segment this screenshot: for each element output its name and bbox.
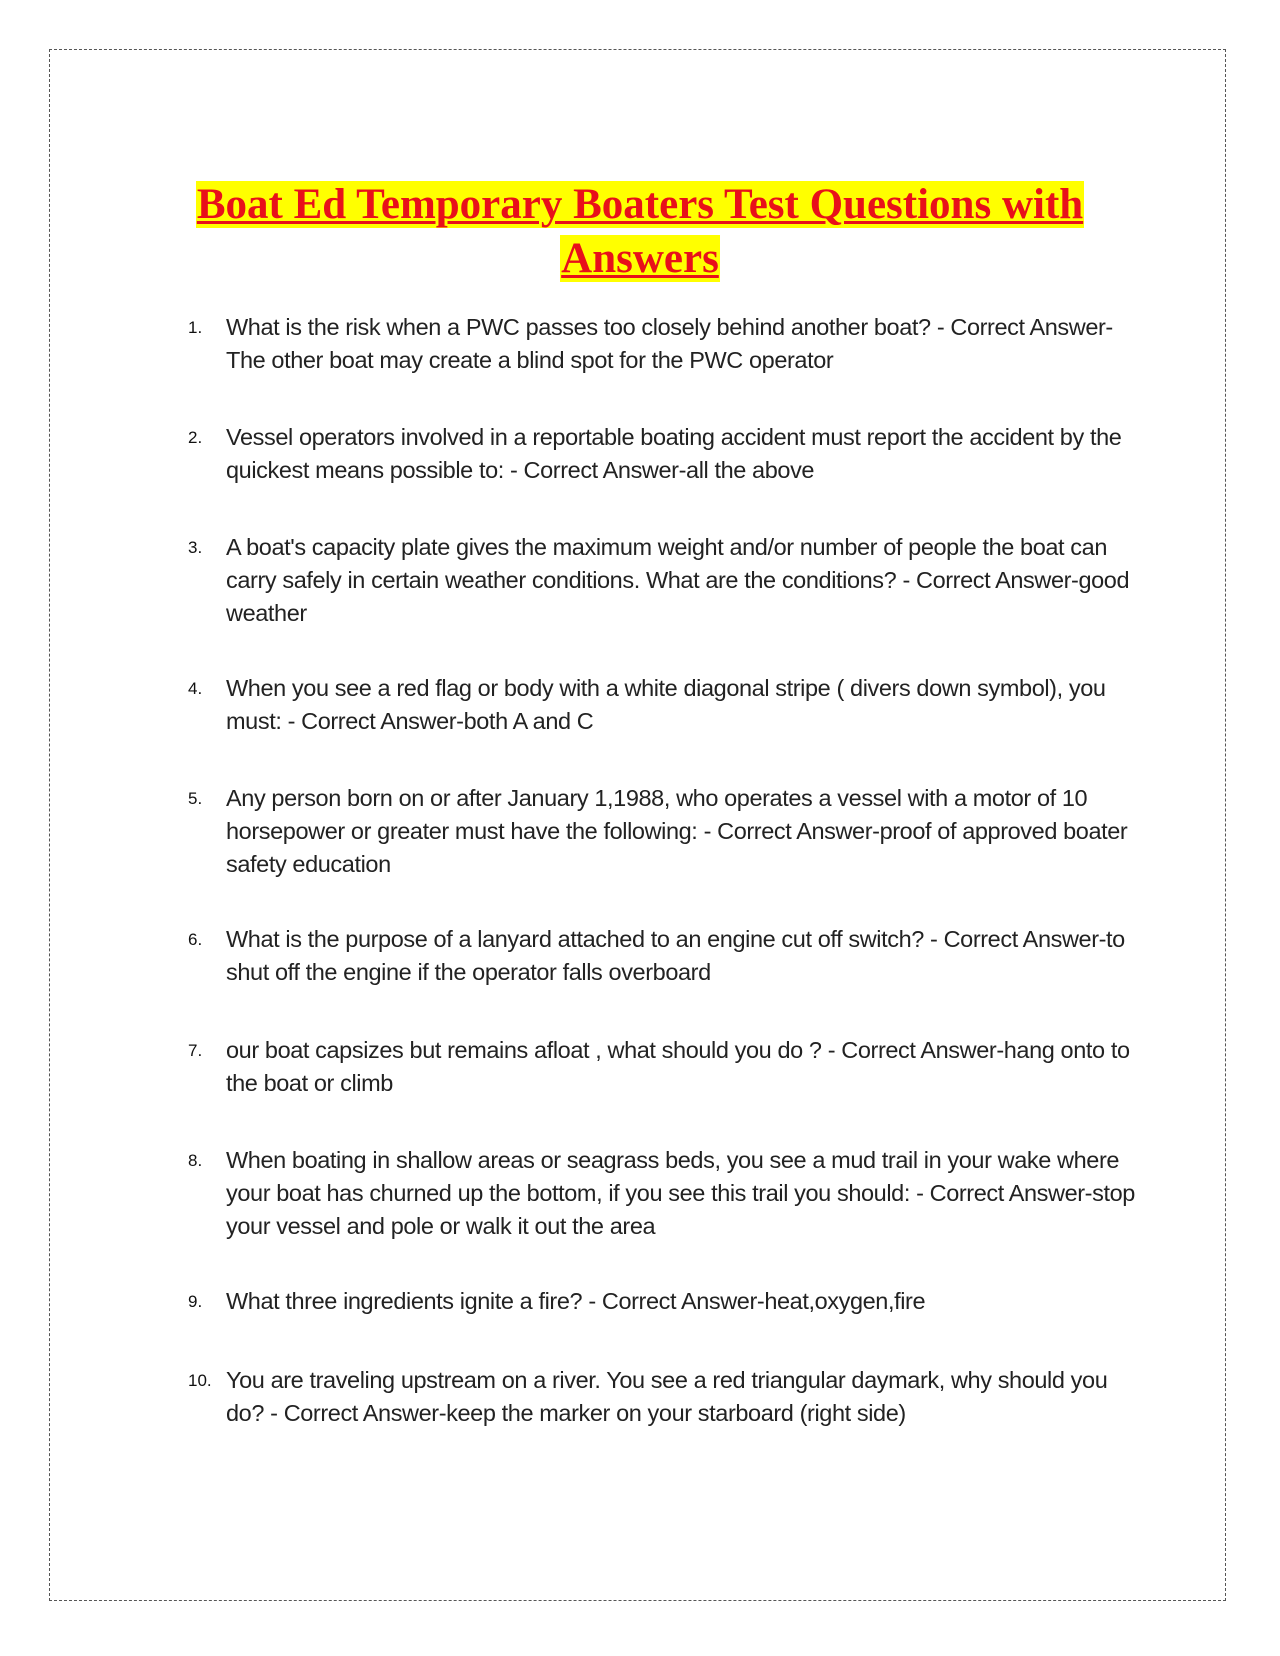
page-title xyxy=(150,178,1130,286)
question-item-3 xyxy=(180,531,1140,630)
question-text: What is the purpose of a lanyard attached to an engine cut off switch? - Correct Answer-to shut off the engine if the operator falls overboard xyxy=(226,926,1125,985)
question-text: Any person born on or after January 1,1988, who operates a vessel with a motor of 10 horsepower or greater must have the following: - Correct Answer-proof of approved boater safety education xyxy=(226,785,1128,877)
question-item-8 xyxy=(180,1144,1140,1243)
question-item-10 xyxy=(180,1364,1140,1430)
question-text: When boating in shallow areas or seagrass beds, you see a mud trail in your wake where your boat has churned up the bottom, if you see this trail you should: - Correct Answer-stop your vessel and pole or walk it out the area xyxy=(226,1147,1135,1239)
question-item-7 xyxy=(180,1034,1140,1100)
question-text: our boat capsizes but remains afloat , what should you do ? - Correct Answer-hang onto to the boat or climb xyxy=(226,1037,1130,1096)
question-number: 8. xyxy=(188,1151,203,1170)
question-number: 2. xyxy=(188,428,203,447)
question-text: What is the risk when a PWC passes too closely behind another boat? - Correct Answer-The other boat may create a blind spot for the PWC operator xyxy=(226,314,1113,373)
question-item-2 xyxy=(180,421,1140,487)
question-text: What three ingredients ignite a fire? - Correct Answer-heat,oxygen,fire xyxy=(226,1288,926,1314)
question-item-5 xyxy=(180,782,1140,881)
question-text: A boat's capacity plate gives the maximum weight and/or number of people the boat can carry safely in certain weather conditions. What are the conditions? - Correct Answer-good weather xyxy=(226,534,1130,626)
question-item-1 xyxy=(180,311,1140,377)
title-highlight: Boat Ed Temporary Boaters Test Questions with Answers xyxy=(196,181,1084,282)
question-text: When you see a red flag or body with a white diagonal stripe ( divers down symbol), you must: - Correct Answer-both A and C xyxy=(226,675,1106,734)
question-item-4 xyxy=(180,672,1140,738)
question-number: 3. xyxy=(188,538,203,557)
question-number: 1. xyxy=(188,318,203,337)
question-text: You are traveling upstream on a river. You see a red triangular daymark, why should you do? - Correct Answer-keep the marker on your starboard (right side) xyxy=(226,1367,1108,1426)
question-number: 6. xyxy=(188,930,203,949)
question-item-9 xyxy=(180,1285,1140,1318)
question-number: 7. xyxy=(188,1041,203,1060)
question-number: 9. xyxy=(188,1292,203,1311)
question-number: 4. xyxy=(188,679,203,698)
question-text: Vessel operators involved in a reportable boating accident must report the accident by the quickest means possible to: - Correct Answer-all the above xyxy=(226,424,1122,483)
question-item-6 xyxy=(180,923,1140,989)
question-number: 5. xyxy=(188,789,203,808)
question-number: 10. xyxy=(188,1371,212,1390)
